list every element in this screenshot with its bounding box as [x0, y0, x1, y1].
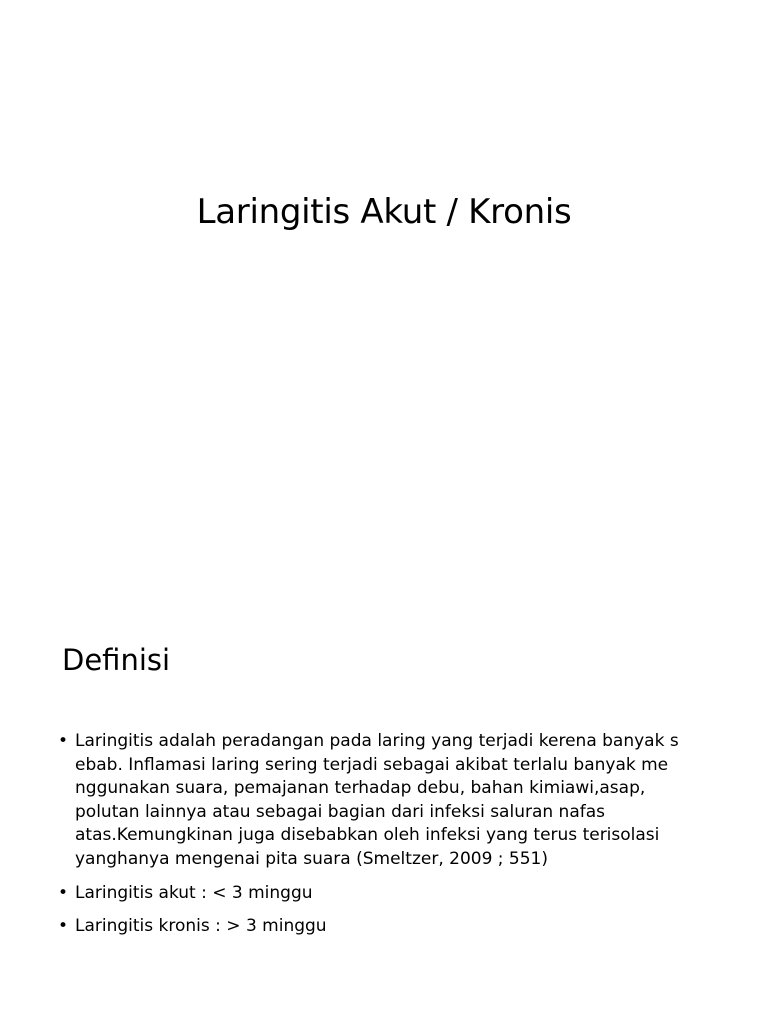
bullet-acute-text: Laringitis akut : < 3 minggu	[75, 882, 313, 903]
definition-line: atas.Kemungkinan juga disebabkan oleh infeksi yang terus terisolasi	[75, 825, 660, 846]
bullet-marker: •	[58, 916, 69, 937]
section-heading: Definisi	[62, 643, 171, 677]
bullet-list	[58, 730, 728, 949]
bullet-chronic-text: Laringitis kronis : > 3 minggu	[75, 916, 327, 937]
bullet-chronic	[58, 915, 728, 939]
definition-line: ebab. Inflamasi laring sering terjadi sebagai akibat terlalu banyak me	[75, 754, 669, 775]
definition-line: yanghanya mengenai pita suara (Smeltzer, 2009 ; 551)	[75, 848, 549, 869]
bullet-marker: •	[58, 882, 69, 903]
definition-line: nggunakan suara, pemajanan terhadap debu, bahan kimiawi,asap,	[75, 778, 646, 799]
definition-line: polutan lainnya atau sebagai bagian dari infeksi saluran nafas	[75, 801, 606, 822]
bullet-acute	[58, 882, 728, 906]
bullet-definition	[58, 730, 728, 872]
bullet-marker: •	[58, 731, 69, 751]
slide-title: Laringitis Akut / Kronis	[196, 192, 572, 232]
bullet-definition-text	[75, 730, 728, 872]
definition-slide	[0, 576, 768, 1024]
definition-line: Laringitis adalah peradangan pada laring yang terjadi kerena banyak s	[75, 731, 679, 751]
